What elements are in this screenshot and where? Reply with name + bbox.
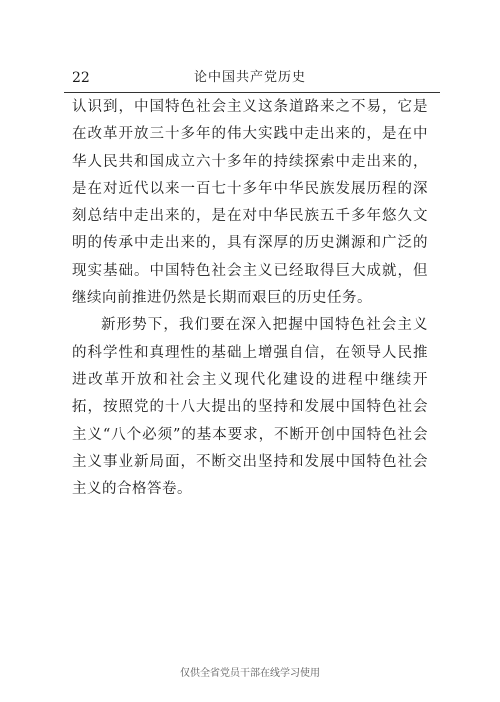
paragraph-new-situation: 新形势下，我们要在深入把握中国特色社会主义的科学性和真理性的基础上增强自信，在领导人民推进改革开放和社会主义现代化建设的进程中继续开拓，按照党的十八大提出的坚持和发展中国特色社会主义“八个必须”的基本要求，不断开创中国特色社会主义事业新局面，不断交出坚持和发展中国特色社会主义的合格答卷。 [72,317,428,498]
page-number: 22 [72,70,90,86]
paragraph-continued: 认识到，中国特色社会主义这条道路来之不易，它是在改革开放三十多年的伟大实践中走出来的，是在中华人民共和国成立六十多年的持续探索中走出来的，是在对近代以来一百七十多年中华民族发展历程的深刻总结中走出来的，是在对中华民族五千多年悠久文明的传承中走出来的，具有深厚的历史渊源和广泛的现实基础。中国特色社会主义已经取得巨大成就，但继续向前推进仍然是长期而艰巨的历史任务。 [72,99,428,307]
running-title: 论中国共产党历史 [193,70,306,85]
footer-note: 仅供全省党员干部在线学习使用 [180,668,320,679]
body-text [72,94,428,503]
header-divider [64,92,440,93]
